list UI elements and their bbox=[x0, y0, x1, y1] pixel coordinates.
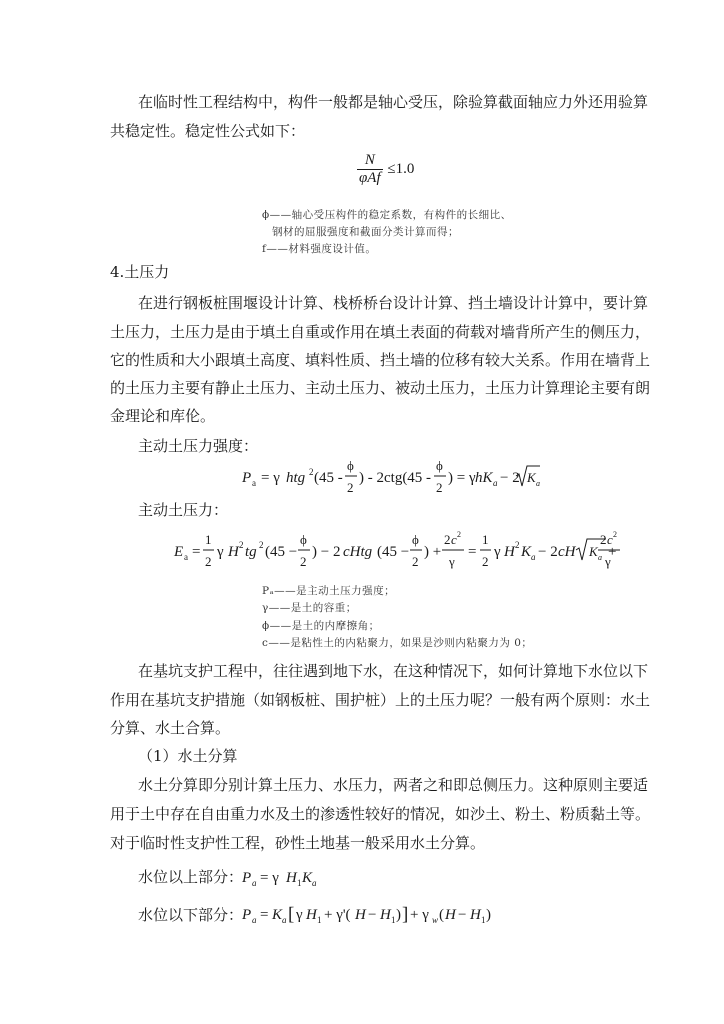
svg-text:− 2: − 2 bbox=[538, 544, 558, 560]
stability-formula bbox=[356, 152, 414, 187]
svg-text:H: H bbox=[380, 907, 391, 923]
svg-text:K: K bbox=[272, 907, 283, 923]
svg-text:γ: γ bbox=[296, 907, 303, 923]
svg-text:2: 2 bbox=[259, 540, 264, 550]
below-water-formula bbox=[240, 898, 490, 928]
svg-text:H: H bbox=[470, 907, 481, 923]
svg-text:= γ: = γ bbox=[260, 870, 279, 886]
svg-text:−: − bbox=[368, 907, 377, 923]
svg-text:2: 2 bbox=[412, 554, 419, 569]
paragraph-2-line-4: 的土压力主要有静止土压力、主动土压力、被动土压力，土压力计算理论主要有朗 bbox=[110, 379, 651, 397]
paragraph-1-line-1: 在临时性工程结构中，构件一般都是轴心受压，除验算截面轴应力外还用验算 bbox=[138, 93, 649, 111]
svg-text:2: 2 bbox=[300, 554, 307, 569]
svg-text:2: 2 bbox=[515, 540, 520, 550]
svg-text:K: K bbox=[589, 544, 598, 559]
paragraph-1-line-2: 共稳定性。稳定性公式如下： bbox=[110, 122, 306, 140]
svg-text:2: 2 bbox=[347, 480, 354, 495]
svg-text:H: H bbox=[504, 544, 515, 560]
svg-text:a: a bbox=[493, 478, 498, 488]
svg-text:2: 2 bbox=[444, 532, 451, 547]
svg-text:1: 1 bbox=[482, 532, 489, 547]
paragraph-3-line-1: 在基坑支护工程中，往往遇到地下水，在这种情况下，如何计算地下水位以下 bbox=[138, 662, 649, 680]
svg-text:2: 2 bbox=[600, 532, 607, 547]
svg-text:K: K bbox=[521, 544, 532, 560]
svg-text:c: c bbox=[607, 532, 613, 547]
svg-text:(45 -: (45 - bbox=[314, 470, 343, 486]
svg-text:P: P bbox=[242, 470, 252, 486]
svg-text:ϕ: ϕ bbox=[436, 458, 443, 473]
svg-text:1: 1 bbox=[391, 915, 396, 925]
svg-text:a: a bbox=[312, 878, 317, 888]
svg-text:ϕ: ϕ bbox=[347, 458, 354, 473]
above-water-label: 水位以上部分： bbox=[138, 868, 244, 886]
svg-text:2: 2 bbox=[239, 540, 244, 550]
earth-note-1: Pₐ——是主动土压力强度； bbox=[262, 585, 396, 597]
svg-text:a: a bbox=[184, 552, 188, 562]
stability-numerator: N bbox=[357, 152, 383, 170]
svg-text:K: K bbox=[302, 870, 313, 886]
svg-text:+ γ'(: + γ'( bbox=[324, 907, 351, 923]
svg-text:K: K bbox=[527, 470, 536, 485]
stability-denominator: φAf bbox=[359, 170, 381, 186]
svg-text:[: [ bbox=[288, 904, 295, 925]
svg-text:w: w bbox=[432, 915, 439, 925]
svg-text:H: H bbox=[445, 907, 456, 923]
svg-text:a: a bbox=[252, 915, 257, 925]
svg-text:γ: γ bbox=[494, 544, 501, 560]
paragraph-2-line-1: 在进行钢板桩围堰设计计算、栈桥桥台设计计算、挡土墙设计计算中，要计算 bbox=[138, 294, 649, 312]
svg-text:): ) bbox=[396, 907, 401, 923]
paragraph-2-line-2: 土压力，土压力是由于填土自重或作用在填土表面的荷载对墙背所产生的侧压力， bbox=[110, 323, 651, 341]
paragraph-2-line-5: 金理论和库伦。 bbox=[110, 407, 216, 425]
svg-text:H: H bbox=[286, 870, 297, 886]
svg-text:ϕ: ϕ bbox=[300, 532, 307, 547]
paragraph-3-line-2: 作用在基坑支护措施（如钢板桩、围护桩）上的土压力呢？一般有两个原则：水土 bbox=[110, 691, 651, 709]
svg-text:2: 2 bbox=[309, 467, 314, 477]
svg-text:2: 2 bbox=[457, 530, 461, 539]
svg-text:) − 2: ) − 2 bbox=[312, 544, 341, 560]
svg-text:a: a bbox=[531, 552, 536, 562]
svg-text:2: 2 bbox=[482, 554, 489, 569]
svg-text:) = γ: ) = γ bbox=[448, 470, 476, 486]
svg-text:tg: tg bbox=[245, 544, 257, 560]
svg-text:c: c bbox=[451, 532, 457, 547]
svg-text:P: P bbox=[242, 907, 252, 923]
svg-text:2: 2 bbox=[436, 480, 443, 495]
active-force-label: 主动土压力： bbox=[138, 501, 229, 519]
svg-text:cHtg: cHtg bbox=[343, 544, 373, 560]
svg-text:P: P bbox=[242, 870, 252, 886]
svg-text:a: a bbox=[252, 878, 257, 888]
svg-text:H: H bbox=[228, 544, 239, 560]
svg-text:γ: γ bbox=[605, 554, 611, 569]
svg-text:1: 1 bbox=[317, 915, 322, 925]
active-force-formula-tail bbox=[596, 526, 626, 576]
svg-text:a: a bbox=[598, 553, 602, 562]
svg-text:htg: htg bbox=[286, 470, 306, 486]
paragraph-4-line-2: 用于土中存在自由重力水及土的渗透性较好的情况，如沙土、粉土、粉质黏土等。 bbox=[110, 805, 651, 823]
svg-text:2: 2 bbox=[613, 530, 617, 539]
svg-text:(45 −: (45 − bbox=[265, 544, 298, 560]
svg-text:cH: cH bbox=[558, 544, 576, 560]
earth-note-2: γ——是土的容重； bbox=[262, 602, 357, 614]
stability-note-2: 钢材的屈服强度和截面分类计算而得； bbox=[272, 226, 459, 238]
svg-text:) +: ) + bbox=[424, 544, 442, 560]
paragraph-3-line-3: 分算、水土合算。 bbox=[110, 719, 231, 737]
svg-text:ϕ: ϕ bbox=[412, 532, 419, 547]
earth-note-3: ϕ——是土的内摩擦角； bbox=[262, 620, 380, 632]
svg-text:1: 1 bbox=[297, 878, 302, 888]
svg-text:H: H bbox=[306, 907, 317, 923]
active-intensity-label: 主动土压力强度： bbox=[138, 437, 259, 455]
stability-note-1: ϕ——轴心受压构件的稳定系数，有构件的长细比、 bbox=[262, 209, 512, 221]
paragraph-4-line-3: 对于临时性支护性工程，砂性土地基一般采用水土分算。 bbox=[110, 834, 486, 852]
svg-text:2: 2 bbox=[205, 554, 212, 569]
below-water-label: 水位以下部分： bbox=[138, 906, 244, 924]
section-4-title: 4.土压力 bbox=[110, 263, 170, 281]
above-water-formula bbox=[240, 862, 330, 890]
svg-text:hK: hK bbox=[475, 470, 493, 486]
svg-text:1: 1 bbox=[481, 915, 486, 925]
svg-text:(: ( bbox=[439, 907, 444, 923]
svg-text:): ) bbox=[486, 907, 491, 923]
paragraph-2-line-3: 它的性质和大小跟填土高度、填料性质、挡土墙的位移有较大关系。作用在墙背上 bbox=[110, 351, 651, 369]
stability-note-3: f——材料强度设计值。 bbox=[262, 243, 377, 255]
svg-text:= γ: = γ bbox=[261, 470, 280, 486]
svg-text:H: H bbox=[355, 907, 366, 923]
svg-text:) - 2ctg(45 -: ) - 2ctg(45 - bbox=[359, 470, 432, 486]
active-intensity-formula bbox=[240, 454, 540, 500]
svg-text:+ γ: + γ bbox=[410, 907, 429, 923]
svg-text:E: E bbox=[174, 544, 184, 560]
svg-text:a: a bbox=[282, 915, 287, 925]
svg-text:a: a bbox=[252, 478, 256, 488]
svg-text:a: a bbox=[536, 479, 540, 488]
svg-text:− 2: − 2 bbox=[500, 470, 520, 486]
svg-text:γ: γ bbox=[217, 544, 224, 560]
svg-text:+: + bbox=[608, 544, 617, 560]
svg-text:−: − bbox=[458, 907, 467, 923]
paragraph-4-line-1: 水土分算即分别计算土压力、水压力，两者之和即总侧压力。这种原则主要适 bbox=[138, 776, 649, 794]
svg-text:=: = bbox=[192, 544, 201, 560]
active-force-formula bbox=[172, 526, 622, 576]
subsection-1-title: （1）水土分算 bbox=[138, 747, 238, 765]
stability-rhs: ≤1.0 bbox=[387, 160, 415, 177]
svg-text:(45 −: (45 − bbox=[377, 544, 410, 560]
svg-text:1: 1 bbox=[205, 532, 212, 547]
earth-note-4: c——是粘性土的内粘聚力，如果是沙则内粘聚力为 0； bbox=[262, 637, 533, 649]
svg-text:γ: γ bbox=[449, 554, 455, 569]
svg-text:=: = bbox=[468, 544, 477, 560]
svg-text:=: = bbox=[260, 907, 269, 923]
svg-text:]: ] bbox=[402, 904, 409, 925]
